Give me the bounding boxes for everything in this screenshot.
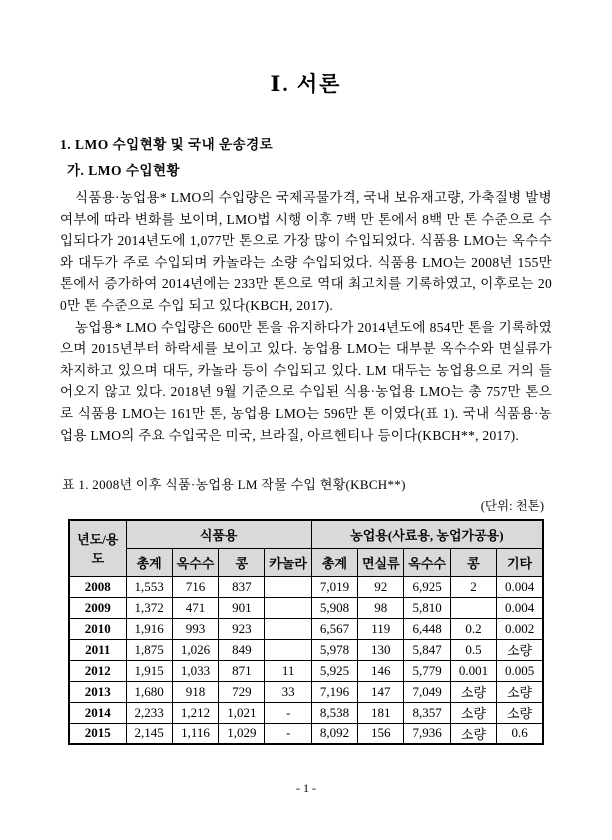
data-cell: 918 [172,681,218,702]
table-row [69,681,543,702]
table-header-sub-row [69,548,543,576]
data-cell: 1,875 [126,639,172,660]
column-header-food-soybean: 콩 [219,548,265,576]
data-cell: 2 [450,576,496,597]
data-cell: 8,092 [311,723,357,744]
data-cell: 0.002 [497,618,543,639]
lm-import-table-body [69,576,543,744]
data-cell: 1,212 [172,702,218,723]
data-cell: 소량 [497,702,543,723]
data-cell: 2,233 [126,702,172,723]
data-cell: 소량 [497,639,543,660]
data-cell: 5,925 [311,660,357,681]
column-header-agri-total: 총계 [311,548,357,576]
data-cell [265,639,311,660]
lm-import-table [68,519,544,745]
data-cell: 소량 [450,702,496,723]
data-cell: 147 [358,681,404,702]
data-cell: 6,925 [404,576,450,597]
data-cell: 1,372 [126,597,172,618]
data-cell: 0.004 [497,576,543,597]
data-cell: 849 [219,639,265,660]
data-cell: 소량 [450,723,496,744]
data-cell: 1,553 [126,576,172,597]
data-cell: 0.2 [450,618,496,639]
data-cell: 6,567 [311,618,357,639]
data-cell: 7,019 [311,576,357,597]
table-header-group-row [69,520,543,548]
data-cell: 5,908 [311,597,357,618]
data-cell: 0.004 [497,597,543,618]
column-header-food-corn: 옥수수 [172,548,218,576]
data-cell: 8,357 [404,702,450,723]
data-cell: 1,116 [172,723,218,744]
data-cell: 1,680 [126,681,172,702]
data-cell: 6,448 [404,618,450,639]
data-cell: 1,033 [172,660,218,681]
data-cell: 871 [219,660,265,681]
paragraph-import-overview: 식품용·농업용* LMO의 수입량은 국제곡물가격, 국내 보유재고량, 가축질병 발병여부에 따라 변화를 보이며, LMO법 시행 이후 7백 만 톤에서 8백 만 톤 수준으로 수입되다가 2014년도에 1,077만 톤으로 가장 많이 수입되었다. 식품용 LMO는 옥수수와 대두가 주로 수입되며 카놀라는 소량 수입되었다. 식품용 LMO는 2008년 155만 톤에서 증가하여 2014년에는 233만 톤으로 역대 최고치를 기록하였고, 이후로는 200만 톤 수준으로 수입 되고 있다(KBCH, 2017). [60,190,552,313]
year-cell: 2014 [69,702,126,723]
data-cell: 0.001 [450,660,496,681]
data-cell: 0.5 [450,639,496,660]
data-cell: 716 [172,576,218,597]
table-header [69,520,543,576]
year-cell: 2012 [69,660,126,681]
table-section [60,476,552,745]
data-cell: 923 [219,618,265,639]
column-header-agri-corn: 옥수수 [404,548,450,576]
table-row [69,597,543,618]
data-cell: 1,916 [126,618,172,639]
data-cell: 0.005 [497,660,543,681]
table-unit-label: (단위: 천톤) [480,499,544,513]
year-cell: 2009 [69,597,126,618]
data-cell: 471 [172,597,218,618]
data-cell [265,597,311,618]
table-row [69,639,543,660]
data-cell: 98 [358,597,404,618]
document-title: Ⅰ. 서론 [270,72,342,96]
data-cell: 8,538 [311,702,357,723]
data-cell: 156 [358,723,404,744]
table-row [69,660,543,681]
data-cell: 0.6 [497,723,543,744]
data-cell: 1,021 [219,702,265,723]
data-cell: 소량 [497,681,543,702]
year-cell: 2010 [69,618,126,639]
table-row [69,723,543,744]
data-cell [265,576,311,597]
data-cell: 181 [358,702,404,723]
data-cell: 33 [265,681,311,702]
data-cell: 130 [358,639,404,660]
data-cell: 729 [219,681,265,702]
data-cell: - [265,702,311,723]
column-header-year: 년도/용도 [69,520,126,576]
data-cell: 7,049 [404,681,450,702]
section-heading: 1. LMO 수입현황 및 국내 운송경로 [60,137,274,152]
year-cell: 2011 [69,639,126,660]
data-cell: 1,915 [126,660,172,681]
data-cell: 146 [358,660,404,681]
data-cell: - [265,723,311,744]
data-cell: 5,978 [311,639,357,660]
data-cell: 5,847 [404,639,450,660]
data-cell: 11 [265,660,311,681]
column-header-food-canola: 카놀라 [265,548,311,576]
column-header-food-total: 총계 [126,548,172,576]
data-cell: 5,779 [404,660,450,681]
table-row [69,618,543,639]
year-cell: 2015 [69,723,126,744]
year-cell: 2013 [69,681,126,702]
data-cell: 1,026 [172,639,218,660]
data-cell: 소량 [450,681,496,702]
data-cell: 1,029 [219,723,265,744]
group-header-food: 식품용 [126,520,311,548]
data-cell [450,597,496,618]
table-row [69,702,543,723]
data-cell: 837 [219,576,265,597]
subsection-heading: 가. LMO 수입현황 [67,163,181,178]
table-caption: 표 1. 2008년 이후 식품·농업용 LM 작물 수입 현황(KBCH**) [62,477,406,492]
data-cell: 7,936 [404,723,450,744]
column-header-agri-soybean: 콩 [450,548,496,576]
data-cell: 2,145 [126,723,172,744]
data-cell: 7,196 [311,681,357,702]
year-cell: 2008 [69,576,126,597]
data-cell: 5,810 [404,597,450,618]
column-header-agri-etc: 기타 [497,548,543,576]
data-cell: 92 [358,576,404,597]
data-cell: 901 [219,597,265,618]
table-row [69,576,543,597]
data-cell: 119 [358,618,404,639]
paragraph-agricultural-imports: 농업용* LMO 수입량은 600만 톤을 유지하다가 2014년도에 854만 톤을 기록하였으며 2015년부터 하락세를 보이고 있다. 농업용 LMO는 대부분 옥수수와 면실류가 차지하고 있으며 대두, 카놀라 등이 수입되고 있다. LM 대두는 농업용으로 거의 들어오지 않고 있다. 2018년 9월 기준으로 수입된 식용·농업용 LMO는 총 757만 톤으로 식품용 LMO는 161만 톤, 농업용 LMO는 596만 톤 이였다(표 1). 국내 식품용·농업용 LMO의 주요 수입국은 미국, 브라질, 아르헨티나 등이다(KBCH**, 2017). [60,319,552,443]
column-header-agri-cottonseed: 면실류 [358,548,404,576]
data-cell [265,618,311,639]
group-header-agri: 농업용(사료용, 농업가공용) [311,520,543,548]
data-cell: 993 [172,618,218,639]
page-number: - 1 - [296,781,316,795]
